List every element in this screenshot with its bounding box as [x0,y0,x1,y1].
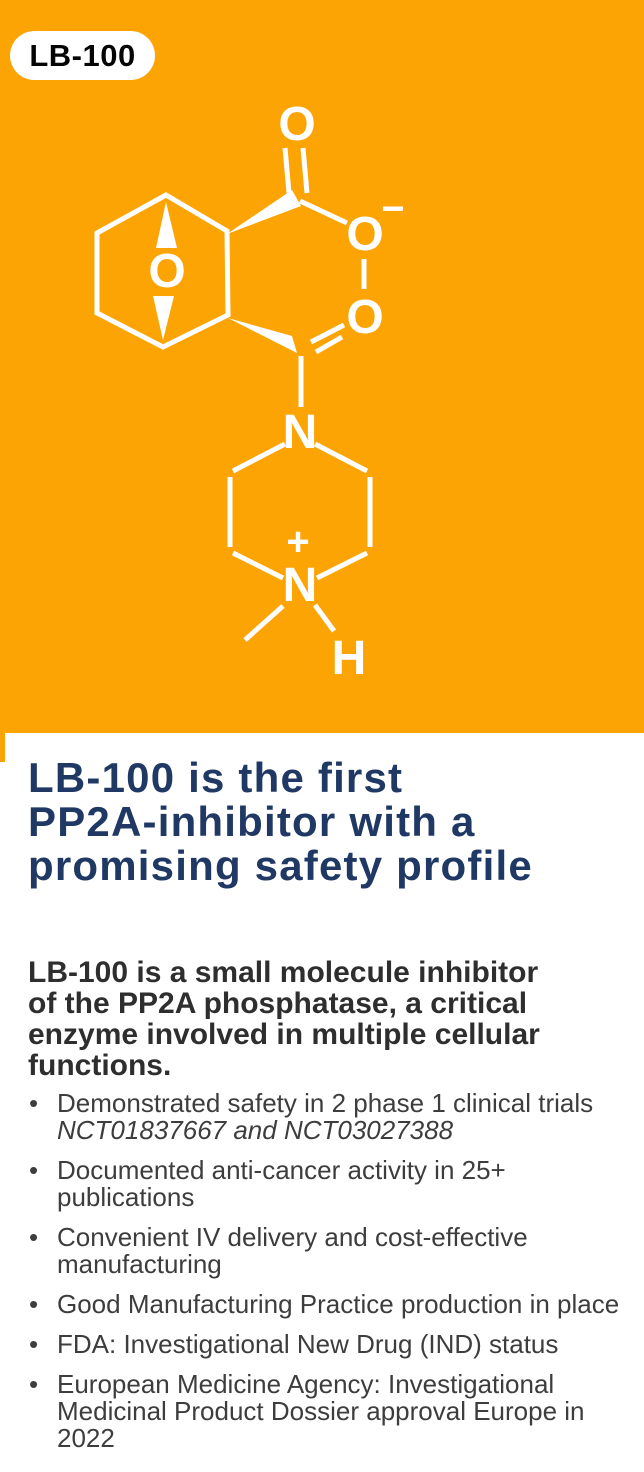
intro-paragraph-line: of the PP2A phosphatase, a critical [28,987,528,1020]
minus-charge-label: − [381,187,405,231]
carboxylate-oxygen-label: O [346,208,384,261]
bullet-marker: • [29,1088,39,1118]
key-points-list [0,1090,644,1465]
page-title-line: LB-100 is the first [28,754,404,801]
list-item [0,1291,644,1318]
list-item-text: publications [57,1182,195,1212]
intro-paragraph-line: enzyme involved in multiple cellular [28,1018,540,1051]
wedge-to-amide-carbon [228,318,297,353]
piperazine-bond-6 [317,553,367,578]
list-item-text: manufacturing [57,1249,222,1279]
page-title-line: PP2A-inhibitor with a [28,798,476,845]
carbonyl-oxygen-label: O [278,98,316,151]
nitrogen-bottom-label: N [282,559,318,612]
list-item [0,1157,644,1211]
plus-charge-label: + [286,520,310,564]
bridge-wedge-bottom [153,296,174,340]
hero-left-edge-tail [0,733,5,762]
intro-paragraph-line: LB-100 is a small molecule inhibitor [28,956,539,989]
list-item [0,1371,644,1452]
bullet-marker: • [29,1329,39,1359]
carbonyl-double-bond-1 [285,148,289,193]
list-item-text: Demonstrated safety in 2 phase 1 clinical trials [57,1088,594,1118]
list-item-text: European Medicine Agency: Investigational [57,1369,555,1399]
list-item [0,1331,644,1358]
bullet-marker: • [29,1289,39,1319]
carboxylate-single-bond [300,201,347,223]
list-item-text: FDA: Investigational New Drug (IND) status [57,1329,559,1359]
page-title-line: promising safety profile [28,842,533,889]
piperazine-bond-1 [233,444,285,471]
list-item-trial-ids: NCT01837667 and NCT03027388 [57,1115,454,1145]
list-item-text: Convenient IV delivery and cost-effective [57,1222,528,1252]
page-title [28,756,533,888]
hydrogen-label: H [331,632,367,685]
list-item-text: 2022 [57,1423,115,1453]
list-item [0,1224,644,1278]
list-item-text: Documented anti-cancer activity in 25+ [57,1155,506,1185]
nitrogen-top-label: N [282,406,318,459]
intro-paragraph [28,957,540,1081]
list-item-text: Medicinal Product Dossier approval Europe in [57,1396,585,1426]
bullet-marker: • [29,1222,39,1252]
n-h-bond [315,605,334,631]
bridge-wedge-top [156,202,177,248]
bullet-marker: • [29,1369,39,1399]
list-item [0,1090,644,1144]
compound-name-badge: LB-100 [10,31,155,80]
hero-section [0,0,644,733]
n-methyl-bond [245,606,283,640]
bridge-oxygen-label: O [148,245,186,298]
lb100-molecule-structure [0,0,644,733]
carbonyl-double-bond-2 [303,148,307,193]
intro-paragraph-line: functions. [28,1049,172,1082]
list-item-text: Good Manufacturing Practice production in place [57,1289,620,1319]
bullet-marker: • [29,1155,39,1185]
wedge-to-carboxylate-carbon [227,190,301,234]
amide-oxygen-label: O [346,291,384,344]
piperazine-bond-3 [233,553,283,578]
piperazine-bond-4 [315,444,367,471]
